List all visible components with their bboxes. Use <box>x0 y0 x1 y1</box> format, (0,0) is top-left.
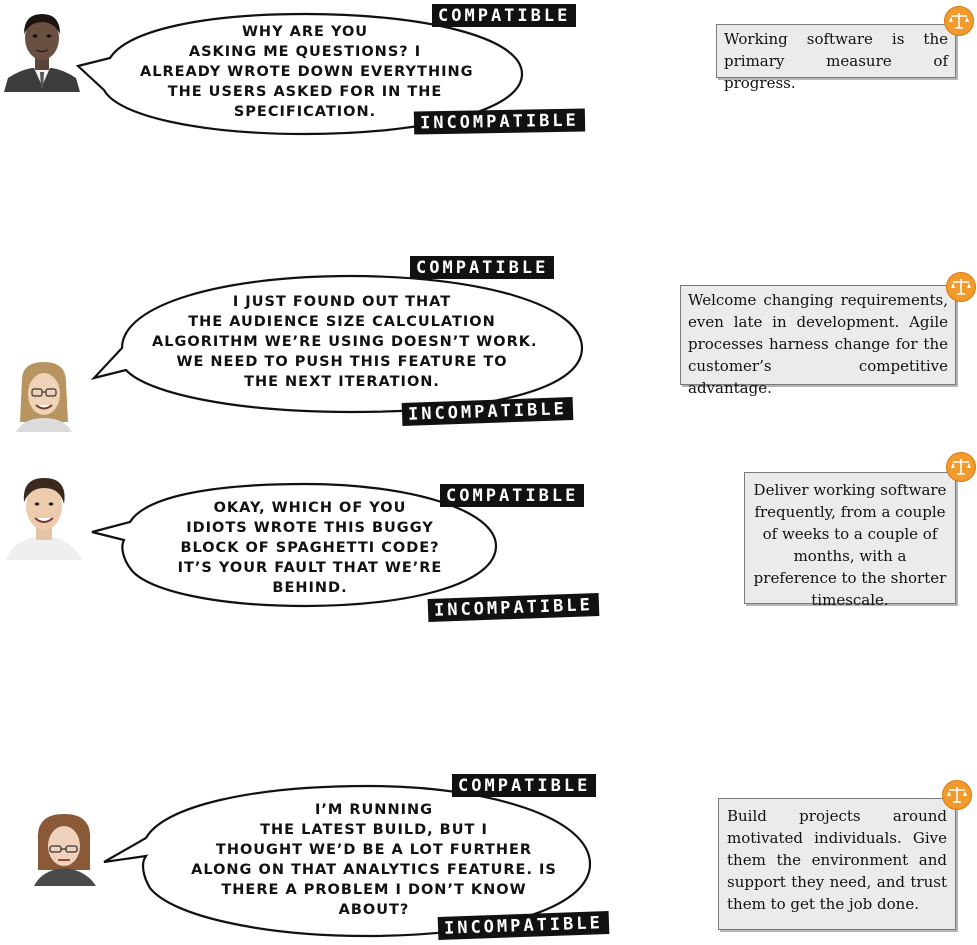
incompatible-stamp[interactable]: INCOMPATIBLE <box>438 911 610 940</box>
exercise-row-4 <box>0 760 977 945</box>
principle-text: Welcome changing requirements, even late in development. Agile processes harness change for the customer’s competitive advantage. <box>688 291 948 397</box>
scales-icon <box>944 6 974 36</box>
exercise-row-3 <box>0 460 977 640</box>
incompatible-stamp[interactable]: INCOMPATIBLE <box>402 397 574 426</box>
scales-icon <box>942 780 972 810</box>
principle-card[interactable] <box>716 24 956 92</box>
incompatible-stamp[interactable]: INCOMPATIBLE <box>428 593 600 622</box>
speech-text: WHY ARE YOU ASKING ME QUESTIONS? I ALREADY WROTE DOWN EVERYTHING THE USERS ASKED FOR IN THE SPECIFICATION. <box>140 24 474 120</box>
speech-text: OKAY, WHICH OF YOU IDIOTS WROTE THIS BUGGY BLOCK OF SPAGHETTI CODE? IT’S YOUR FAULT THAT WE’RE BEHIND. <box>177 500 443 596</box>
compatible-stamp[interactable]: COMPATIBLE <box>410 256 554 279</box>
compatible-stamp[interactable]: COMPATIBLE <box>432 4 576 27</box>
speech-text: I’M RUNNING THE LATEST BUILD, BUT I THOUGHT WE’D BE A LOT FURTHER ALONG ON THAT ANALYTICS FEATURE. IS THERE A PROBLEM I DON’T KNOW ABOUT? <box>191 802 557 918</box>
principle-card[interactable] <box>744 472 956 609</box>
principle-text: Build projects around motivated individuals. Give them the environment and support they need, and trust them to get the job done. <box>727 807 947 913</box>
exercise-row-2 <box>0 252 977 442</box>
incompatible-stamp[interactable]: INCOMPATIBLE <box>414 109 585 135</box>
compatible-stamp[interactable]: COMPATIBLE <box>440 484 584 507</box>
scales-icon <box>946 272 976 302</box>
principle-card[interactable] <box>680 285 956 397</box>
principle-text: Working software is the primary measure of progress. <box>724 30 948 92</box>
principle-card[interactable] <box>718 798 956 930</box>
scales-icon <box>946 452 976 482</box>
compatible-stamp[interactable]: COMPATIBLE <box>452 774 596 797</box>
speech-text: I JUST FOUND OUT THAT THE AUDIENCE SIZE CALCULATION ALGORITHM WE’RE USING DOESN’T WORK. WE NEED TO PUSH THIS FEATURE TO THE NEXT ITERATION. <box>152 294 538 390</box>
exercise-row-1 <box>0 0 977 160</box>
principle-text: Deliver working software frequently, from a couple of weeks to a couple of months, with a preference to the shorter timescale. <box>753 481 947 609</box>
